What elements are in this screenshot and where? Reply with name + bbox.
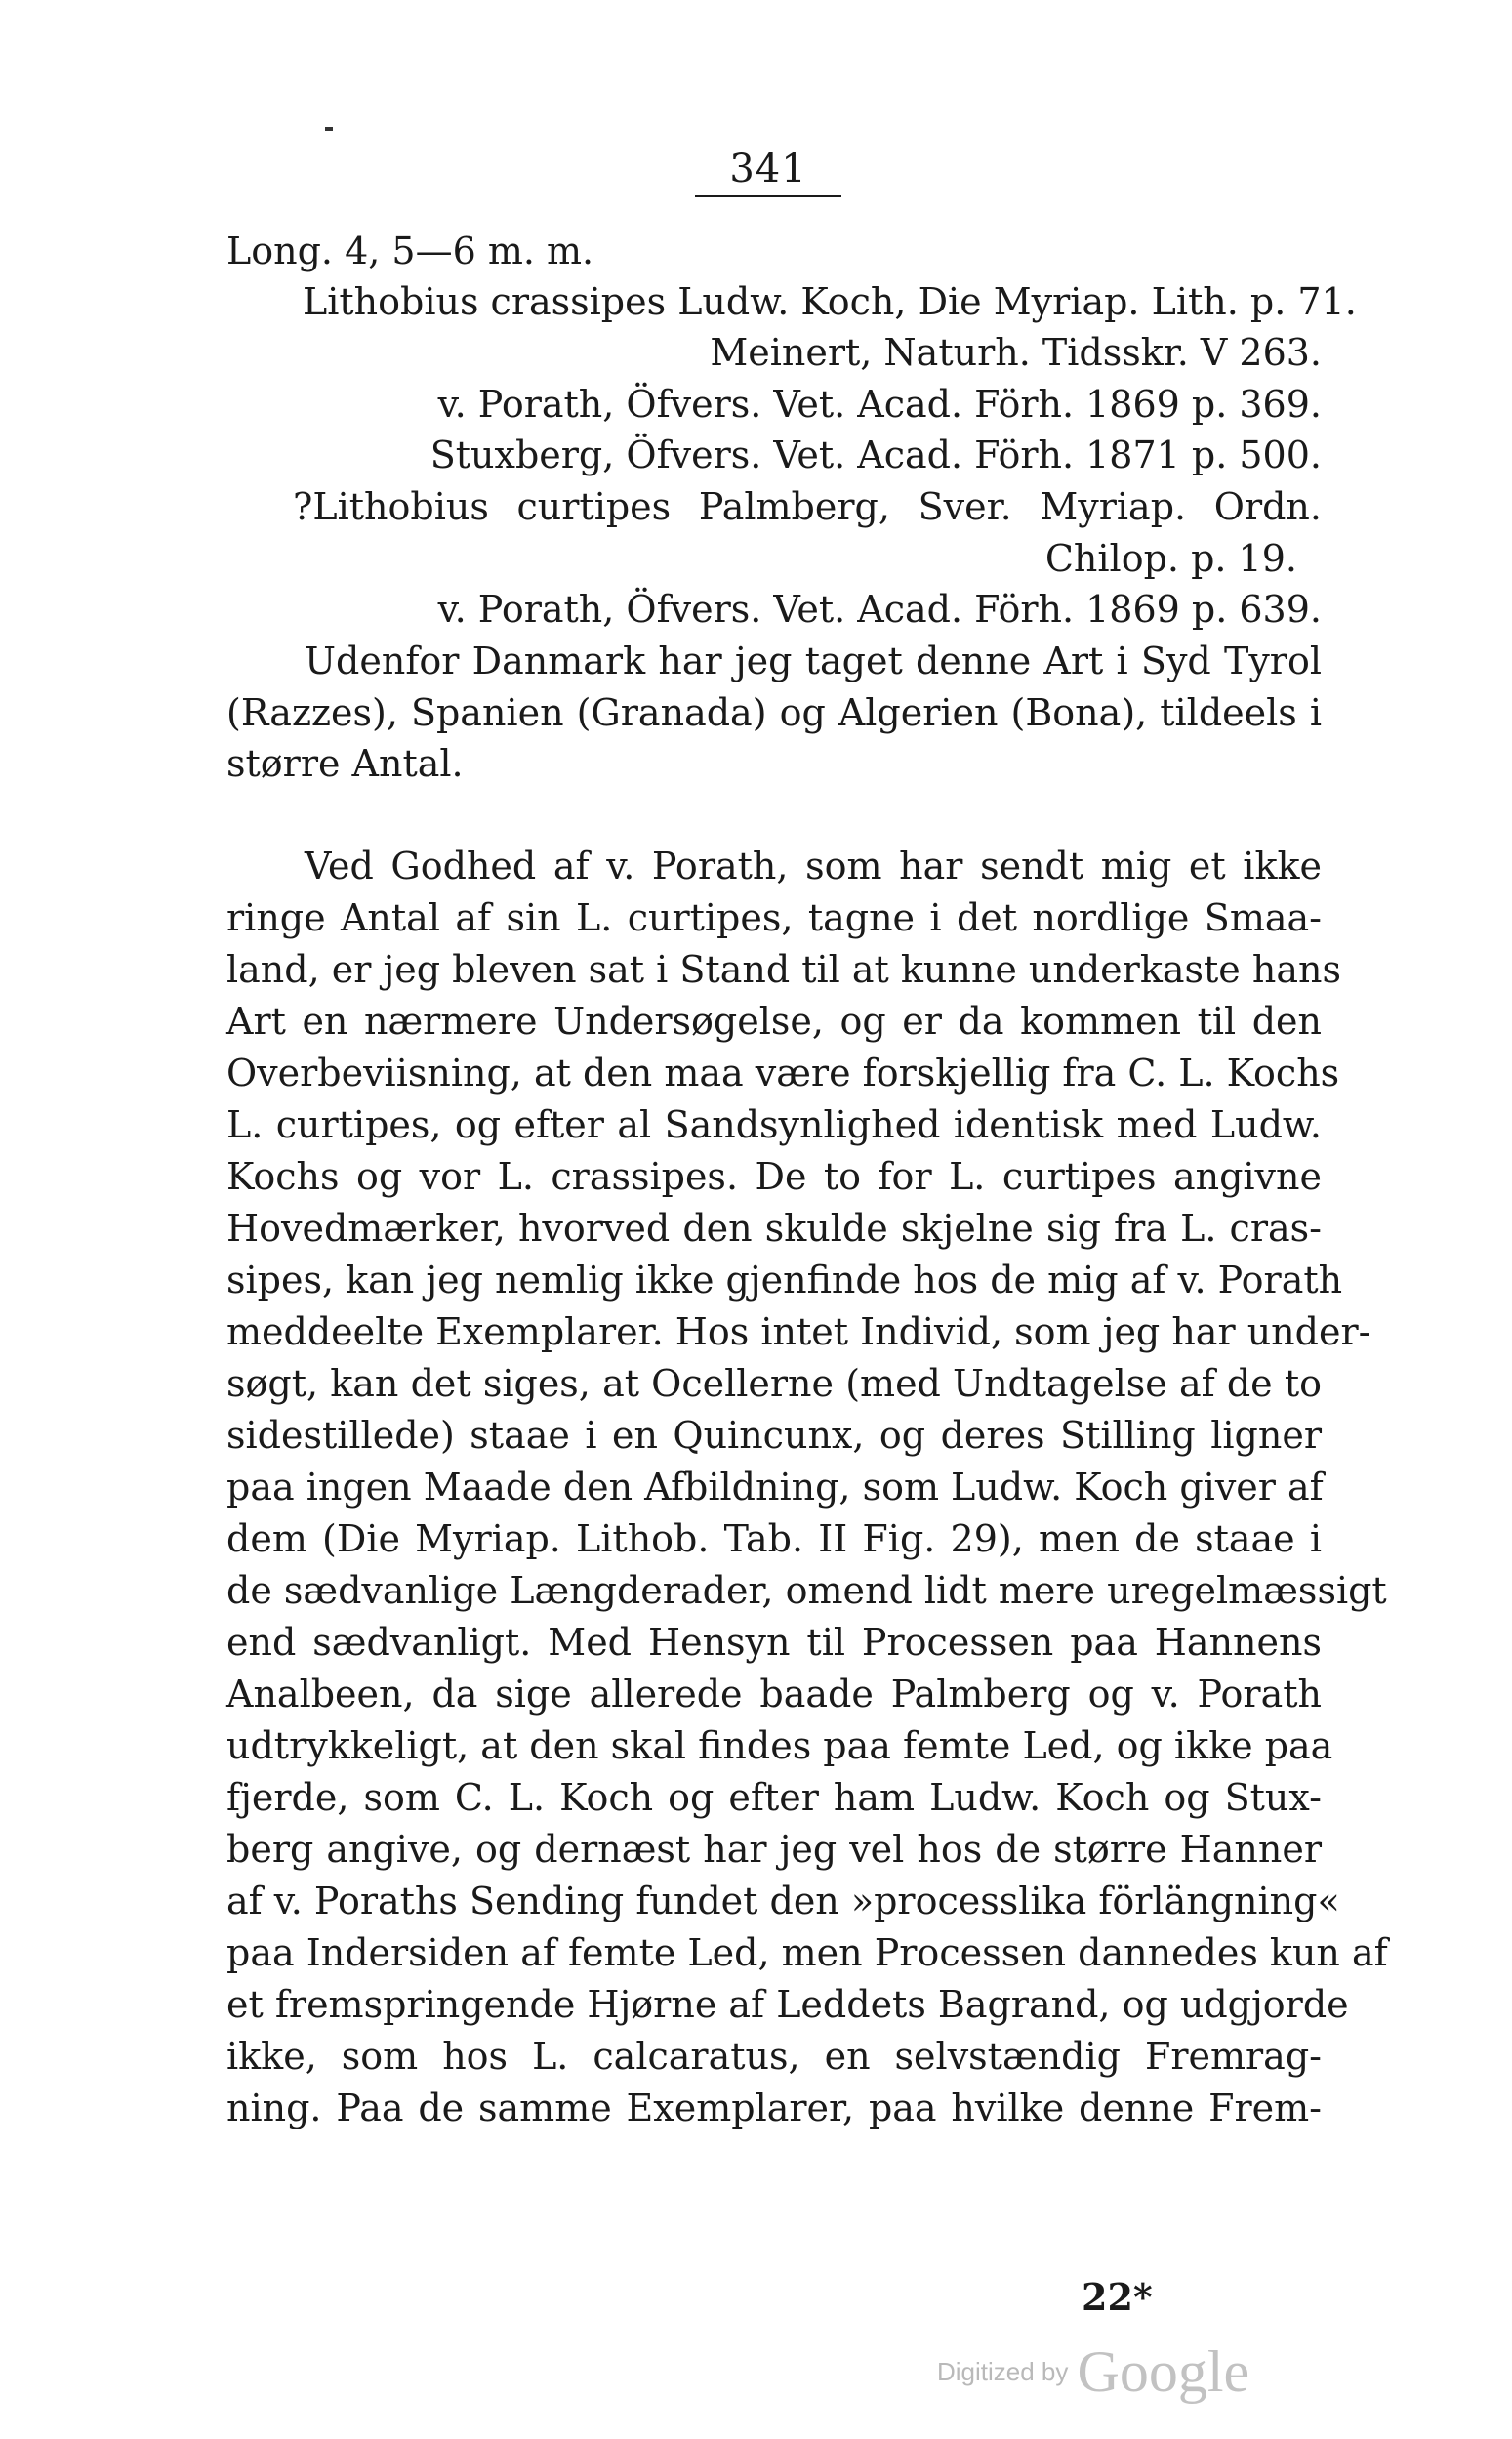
- text-line: Udenfor Danmark har jeg taget denne Art i Syd Tyrol: [305, 640, 1322, 682]
- text-line: dem (Die Myriap. Lithob. Tab. II Fig. 29), men de staae i: [226, 1517, 1322, 1560]
- text-line: v. Porath, Öfvers. Vet. Acad. Förh. 1869 p. 369.: [437, 383, 1322, 426]
- text-line: søgt, kan det siges, at Ocellerne (med Undtagelse af de to: [226, 1362, 1322, 1405]
- text-line: meddeelte Exemplarer. Hos intet Individ, som jeg har under-: [226, 1310, 1371, 1353]
- text-line: sipes, kan jeg nemlig ikke gjenfinde hos de mig af v. Porath: [226, 1259, 1343, 1302]
- signature-mark: 22*: [1082, 2275, 1153, 2319]
- text-line: berg angive, og dernæst har jeg vel hos de større Hanner: [226, 1828, 1322, 1871]
- text-line: Chilop. p. 19.: [1044, 537, 1297, 580]
- text-line: større Antal.: [226, 742, 464, 785]
- text-line: L. curtipes, og efter al Sandsynlighed identisk med Ludw.: [226, 1103, 1322, 1146]
- text-line: Art en nærmere Undersøgelse, og er da kommen til den: [226, 1000, 1322, 1043]
- text-line: end sædvanligt. Med Hensyn til Processen paa Hannens: [226, 1621, 1322, 1664]
- text-line: Overbeviisning, at den maa være forskjellig fra C. L. Kochs: [226, 1052, 1340, 1095]
- text-line: Stuxberg, Öfvers. Vet. Acad. Förh. 1871 p. 500.: [429, 434, 1322, 476]
- page-number: 341: [695, 146, 841, 197]
- text-line: ning. Paa de samme Exemplarer, paa hvilke denne Frem-: [226, 2087, 1322, 2129]
- text-line: land, er jeg bleven sat i Stand til at kunne underkaste hans: [226, 948, 1341, 991]
- text-line: sidestillede) staae i en Quincunx, og deres Stilling ligner: [226, 1414, 1322, 1457]
- text-line: Meinert, Naturh. Tidsskr. V 263.: [710, 331, 1322, 374]
- text-line: Kochs og vor L. crassipes. De to for L. curtipes angivne: [226, 1155, 1322, 1198]
- text-line: paa ingen Maade den Afbildning, som Ludw. Koch giver af: [226, 1466, 1324, 1509]
- text-line: de sædvanlige Længderader, omend lidt mere uregelmæssigt: [226, 1569, 1387, 1612]
- text-line: et fremspringende Hjørne af Leddets Bagrand, og udgjorde: [226, 1983, 1349, 2026]
- text-line: ringe Antal af sin L. curtipes, tagne i det nordlige Smaa-: [226, 896, 1322, 939]
- text-line: paa Indersiden af femte Led, men Processen dannedes kun af: [226, 1931, 1388, 1974]
- text-line: fjerde, som C. L. Koch og efter ham Ludw. Koch og Stux-: [226, 1776, 1322, 1819]
- text-line: Hovedmærker, hvorved den skulde skjelne sig fra L. cras-: [226, 1207, 1322, 1250]
- google-logo: Google: [1077, 2339, 1250, 2404]
- text-line: Ved Godhed af v. Porath, som har sendt mig et ikke: [305, 845, 1322, 888]
- watermark-digitized-label: Digitized by: [937, 2357, 1069, 2386]
- text-line: Long. 4, 5—6 m. m.: [226, 229, 594, 272]
- text-line: Lithobius crassipes Ludw. Koch, Die Myriap. Lith. p. 71.: [303, 280, 1357, 323]
- google-watermark: [937, 2338, 1249, 2406]
- text-line: ikke, som hos L. calcaratus, en selvstændig Fremrag-: [226, 2035, 1322, 2078]
- text-line: af v. Poraths Sending fundet den »processlika förlängning«: [226, 1880, 1340, 1922]
- text-line: ?Lithobius curtipes Palmberg, Sver. Myriap. Ordn.: [293, 485, 1322, 528]
- text-line: Analbeen, da sige allerede baade Palmberg og v. Porath: [226, 1673, 1322, 1716]
- ink-speck: [325, 127, 333, 131]
- text-line: udtrykkeligt, at den skal findes paa femte Led, og ikke paa: [226, 1724, 1333, 1767]
- text-line: v. Porath, Öfvers. Vet. Acad. Förh. 1869 p. 639.: [437, 588, 1322, 631]
- text-line: (Razzes), Spanien (Granada) og Algerien (Bona), tildeels i: [226, 691, 1322, 734]
